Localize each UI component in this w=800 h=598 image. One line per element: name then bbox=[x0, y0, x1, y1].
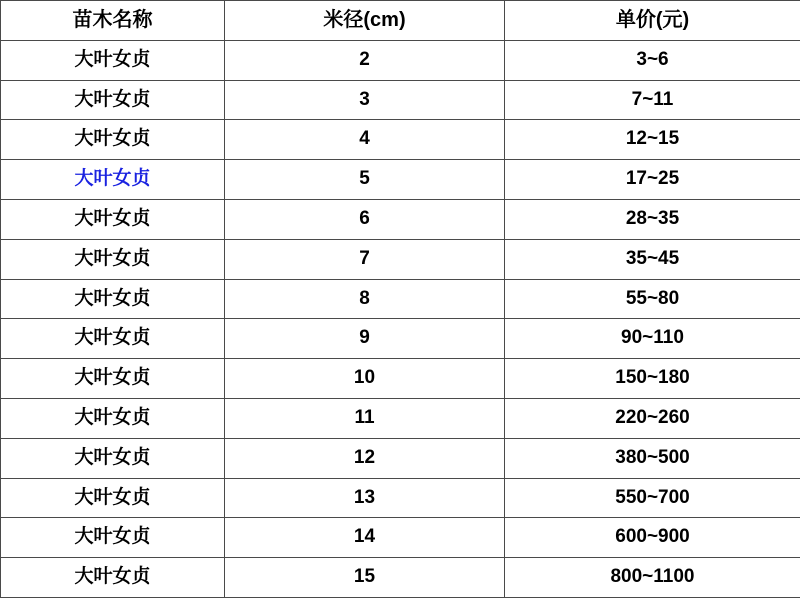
cell-diameter: 3 bbox=[225, 80, 505, 120]
cell-price: 800~1100 bbox=[505, 558, 800, 598]
cell-diameter: 9 bbox=[225, 319, 505, 359]
cell-price: 600~900 bbox=[505, 518, 800, 558]
cell-diameter: 7 bbox=[225, 239, 505, 279]
cell-name: 大叶女贞 bbox=[1, 518, 225, 558]
cell-name: 大叶女贞 bbox=[1, 199, 225, 239]
cell-price: 150~180 bbox=[505, 359, 800, 399]
table-row bbox=[1, 398, 800, 438]
cell-diameter: 2 bbox=[225, 40, 505, 80]
column-header-diameter: 米径(cm) bbox=[225, 1, 505, 41]
cell-name-highlighted: 大叶女贞 bbox=[1, 160, 225, 200]
cell-name: 大叶女贞 bbox=[1, 120, 225, 160]
cell-price: 550~700 bbox=[505, 478, 800, 518]
table-row bbox=[1, 438, 800, 478]
table-row bbox=[1, 239, 800, 279]
cell-name: 大叶女贞 bbox=[1, 558, 225, 598]
table-row bbox=[1, 359, 800, 399]
column-header-name: 苗木名称 bbox=[1, 1, 225, 41]
cell-name: 大叶女贞 bbox=[1, 40, 225, 80]
cell-diameter: 13 bbox=[225, 478, 505, 518]
table-body bbox=[1, 40, 800, 597]
cell-price: 7~11 bbox=[505, 80, 800, 120]
cell-diameter: 5 bbox=[225, 160, 505, 200]
cell-diameter: 8 bbox=[225, 279, 505, 319]
cell-diameter: 6 bbox=[225, 199, 505, 239]
table-row-highlighted bbox=[1, 160, 800, 200]
cell-diameter: 4 bbox=[225, 120, 505, 160]
table-row bbox=[1, 80, 800, 120]
cell-diameter: 14 bbox=[225, 518, 505, 558]
cell-name: 大叶女贞 bbox=[1, 319, 225, 359]
table-row bbox=[1, 478, 800, 518]
table-row bbox=[1, 279, 800, 319]
cell-price: 17~25 bbox=[505, 160, 800, 200]
cell-price: 28~35 bbox=[505, 199, 800, 239]
cell-name: 大叶女贞 bbox=[1, 478, 225, 518]
cell-price: 55~80 bbox=[505, 279, 800, 319]
cell-price: 380~500 bbox=[505, 438, 800, 478]
table-row bbox=[1, 319, 800, 359]
table-row bbox=[1, 40, 800, 80]
table-header-row bbox=[1, 1, 800, 41]
cell-price: 12~15 bbox=[505, 120, 800, 160]
cell-diameter: 15 bbox=[225, 558, 505, 598]
cell-price: 220~260 bbox=[505, 398, 800, 438]
cell-name: 大叶女贞 bbox=[1, 239, 225, 279]
cell-name: 大叶女贞 bbox=[1, 80, 225, 120]
table-row bbox=[1, 518, 800, 558]
cell-diameter: 11 bbox=[225, 398, 505, 438]
table-row bbox=[1, 558, 800, 598]
cell-price: 90~110 bbox=[505, 319, 800, 359]
column-header-price: 单价(元) bbox=[505, 1, 800, 41]
cell-diameter: 10 bbox=[225, 359, 505, 399]
cell-name: 大叶女贞 bbox=[1, 359, 225, 399]
cell-name: 大叶女贞 bbox=[1, 279, 225, 319]
cell-price: 3~6 bbox=[505, 40, 800, 80]
table-row bbox=[1, 120, 800, 160]
cell-diameter: 12 bbox=[225, 438, 505, 478]
cell-price: 35~45 bbox=[505, 239, 800, 279]
cell-name: 大叶女贞 bbox=[1, 398, 225, 438]
table-header bbox=[1, 1, 800, 41]
table-row bbox=[1, 199, 800, 239]
cell-name: 大叶女贞 bbox=[1, 438, 225, 478]
